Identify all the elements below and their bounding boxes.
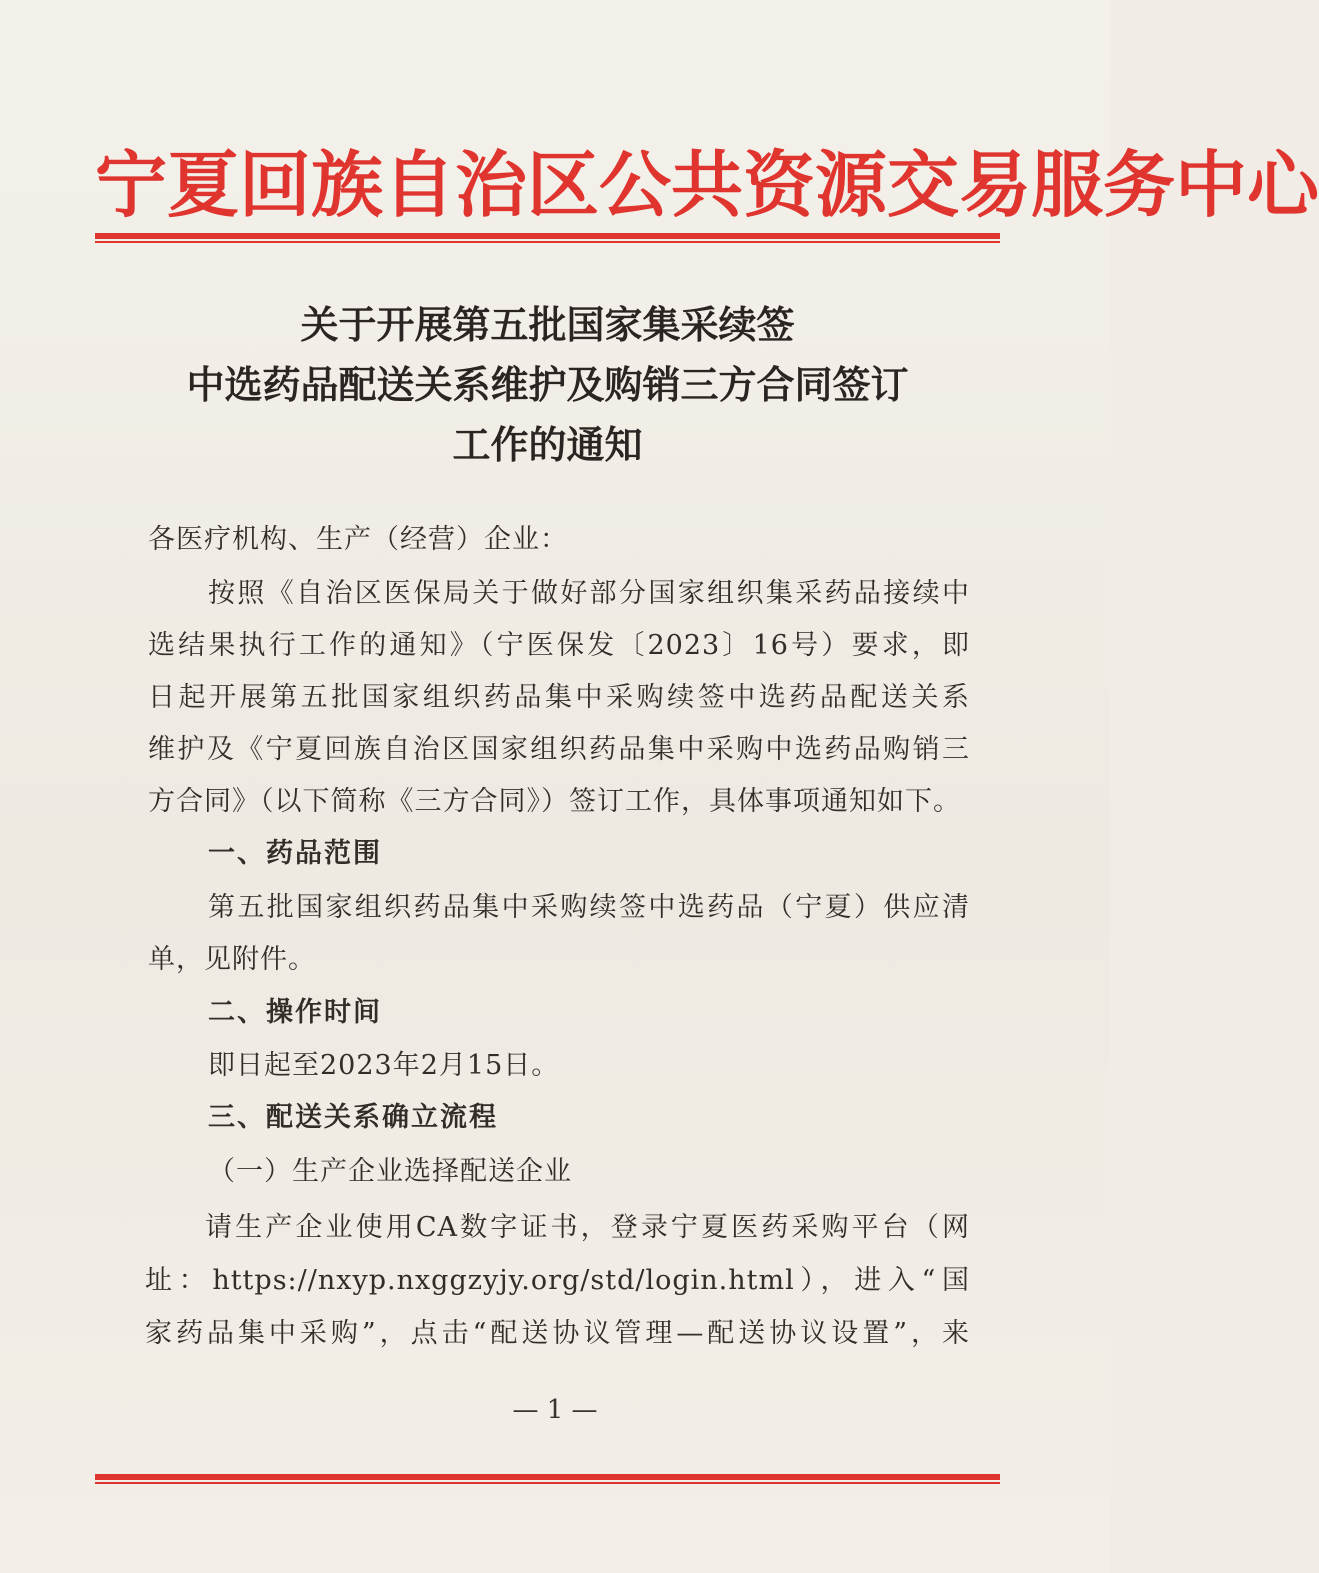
subsection-heading-3-1: （一）生产企业选择配送企业 [208,1156,572,1187]
paragraph-4-line-3: 家药品集中采购”，点击“配送协议管理—配送协议设置”，来 [145,1318,970,1349]
section-heading-2: 二、操作时间 [208,997,382,1028]
page-number: — 1 — [512,1395,598,1425]
document-title [95,295,1000,475]
footer-red-rule [95,1474,1000,1480]
header-red-rule [95,233,1000,239]
paragraph-1-line-2: 选结果执行工作的通知》（宁医保发〔2023〕16号）要求，即 [148,630,970,661]
paragraph-4-line-1: 请生产企业使用CA数字证书，登录宁夏医药采购平台（网 [205,1212,970,1243]
organization-header: 宁夏回族自治区公共资源交易服务中心 [95,142,1319,227]
paragraph-4-line-2: 址：https://nxyp.nxggzyjy.org/std/login.html），进入“国 [145,1265,970,1296]
section-heading-1: 一、药品范围 [208,838,382,869]
paragraph-1-line-5: 方合同》（以下简称《三方合同》）签订工作，具体事项通知如下。 [148,786,961,817]
paragraph-2-line-1: 第五批国家组织药品集中采购续签中选药品（宁夏）供应清 [208,892,970,923]
salutation: 各医疗机构、生产（经营）企业： [148,524,568,555]
paragraph-1-line-4: 维护及《宁夏回族自治区国家组织药品集中采购中选药品购销三 [148,734,970,765]
title-line-1: 关于开展第五批国家集采续签 [300,302,795,347]
title-line-2: 中选药品配送关系维护及购销三方合同签订 [186,362,909,407]
paragraph-1-line-3: 日起开展第五批国家组织药品集中采购续签中选药品配送关系 [148,682,970,713]
paragraph-1-line-1: 按照《自治区医保局关于做好部分国家组织集采药品接续中 [208,578,970,609]
title-line-3: 工作的通知 [452,422,643,467]
paragraph-3-line-1: 即日起至2023年2月15日。 [208,1050,560,1081]
paragraph-2-line-2: 单，见附件。 [148,944,316,975]
section-heading-3: 三、配送关系确立流程 [208,1102,498,1133]
